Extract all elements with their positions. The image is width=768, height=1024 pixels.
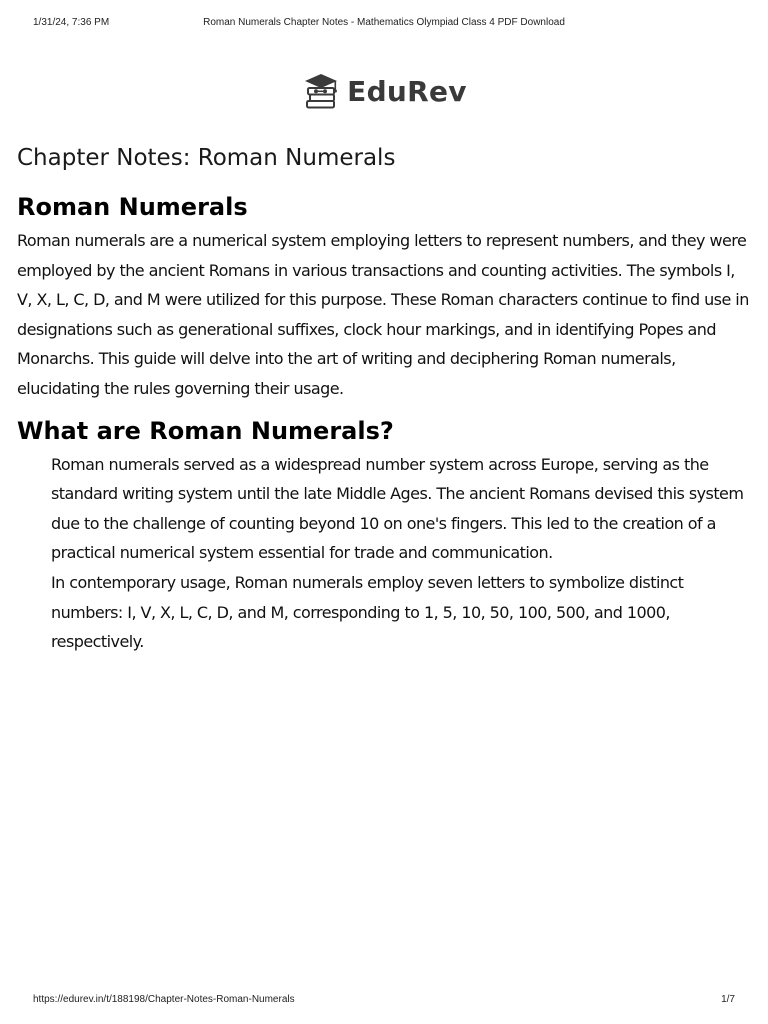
edurev-logo[interactable] [0, 72, 768, 110]
page-url-link[interactable]: https://edurev.in/t/188198/Chapter-Notes-Roman-Numerals [33, 994, 295, 1005]
graduation-cap-books-icon [301, 72, 341, 110]
logo-brand-text: EduRev [347, 74, 467, 108]
print-datetime: 1/31/24, 7:36 PM [33, 17, 110, 28]
section-heading-roman-numerals: Roman Numerals [17, 193, 248, 221]
page-number: 1/7 [721, 994, 735, 1005]
print-document-title: Roman Numerals Chapter Notes - Mathematics Olympiad Class 4 PDF Download [203, 17, 565, 28]
section-paragraph: Roman numerals are a numerical system employing letters to represent numbers, and they were employed by the ancient Romans in various transactions and counting activities. The symbols I, V, X, L, C, D, and M were utilized for this purpose. These Roman characters continue to find use in designations such as generational suffixes, clock hour markings, and in identifying Popes and Monarchs. This guide will delve into the art of writing and deciphering Roman numerals, elucidating the rules governing their usage. [17, 231, 749, 398]
section-paragraph: Roman numerals served as a widespread number system across Europe, serving as the standard writing system until the late Middle Ages. The ancient Romans devised this system due to the challenge of counting beyond 10 on one's fingers. This led to the creation of a practical numerical system essential for trade and communication. [51, 454, 744, 563]
print-footer [33, 993, 735, 1007]
document-content [17, 142, 752, 657]
print-header [33, 16, 735, 30]
chapter-title: Chapter Notes: Roman Numerals [17, 145, 396, 171]
section-paragraph: In contemporary usage, Roman numerals employ seven letters to symbolize distinct numbers: I, V, X, L, C, D, and M, corresponding to 1, 5, 10, 50, 100, 500, and 1000, respectively. [51, 572, 684, 652]
section-heading-what-are-roman-numerals: What are Roman Numerals? [17, 416, 394, 445]
